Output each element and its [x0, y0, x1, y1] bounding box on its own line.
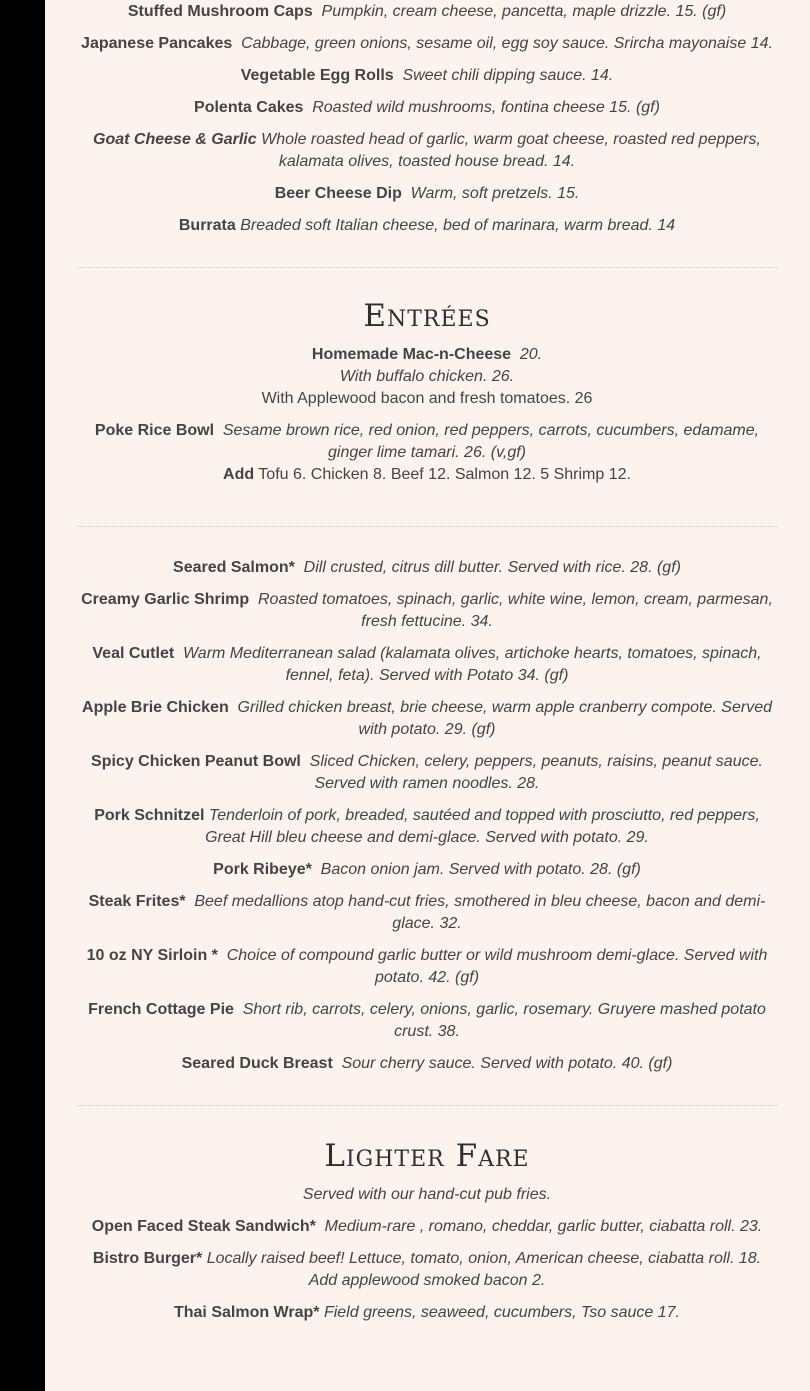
- item-description: Roasted wild mushrooms, fontina cheese 15. (gf): [312, 99, 660, 116]
- item-name: Bistro Burger*: [92, 1250, 203, 1267]
- menu-item: [77, 1302, 777, 1324]
- item-description: Short rib, carrots, celery, onions, garlic, rosemary. Gruyere mashed potato crust. 38.: [242, 1001, 766, 1040]
- item-description: Medium-rare , romano, cheddar, garlic butter, ciabatta roll. 23.: [324, 1218, 763, 1235]
- menu-item: [77, 97, 777, 119]
- menu-item: [77, 589, 777, 633]
- menu-item: [77, 945, 777, 989]
- menu-item: [77, 420, 777, 464]
- item-name: Creamy Garlic Shrimp: [81, 591, 250, 608]
- item-option: With buffalo chicken. 26.: [339, 368, 515, 385]
- lighter-fare-heading: Lighter Fare: [324, 1138, 530, 1174]
- poke-bowl-block: [77, 420, 777, 486]
- menu-item: [77, 33, 777, 55]
- item-name: Thai Salmon Wrap*: [173, 1304, 320, 1321]
- menu-item: [77, 129, 777, 173]
- item-description: Field greens, seaweed, cucumbers, Tso sauce 17.: [323, 1304, 680, 1321]
- item-description: Warm, soft pretzels. 15.: [410, 185, 580, 202]
- menu-item: [77, 643, 777, 687]
- section-divider: [77, 526, 777, 527]
- menu-item: [77, 1216, 777, 1238]
- item-option: With Applewood bacon and fresh tomatoes. 26: [261, 390, 593, 407]
- menu-item: [77, 215, 777, 237]
- item-name: Beer Cheese Dip: [274, 185, 402, 202]
- add-label: Add: [223, 466, 255, 483]
- item-name: Seared Duck Breast: [181, 1055, 333, 1072]
- item-name: Steak Frites*: [88, 893, 186, 910]
- menu-item: [77, 183, 777, 205]
- item-name: Seared Salmon*: [173, 559, 295, 576]
- item-description: Grilled chicken breast, brie cheese, warm apple cranberry compote. Served with potato. 29. (gf): [237, 699, 772, 738]
- item-description: Whole roasted head of garlic, warm goat cheese, roasted red peppers, kalamata olives, toasted house bread. 14.: [261, 131, 761, 170]
- item-description: Cabbage, green onions, sesame oil, egg soy sauce. Srircha mayonaise 14.: [241, 35, 773, 52]
- item-name: Burrata: [178, 217, 236, 234]
- item-description: Sesame brown rice, red onion, red peppers, carrots, cucumbers, edamame, ginger lime tamari. 26. (v,gf): [222, 422, 760, 461]
- item-name: Pork Ribeye*: [213, 861, 312, 878]
- item-description: Beef medallions atop hand-cut fries, smothered in bleu cheese, bacon and demi-glace. 32.: [194, 893, 766, 932]
- item-name: Veal Cutlet: [92, 645, 175, 662]
- item-name: French Cottage Pie: [88, 1001, 234, 1018]
- menu-item: [77, 859, 777, 881]
- section-subtitle: Served with our hand-cut pub fries.: [302, 1186, 552, 1203]
- item-description: Choice of compound garlic butter or wild mushroom demi-glace. Served with potato. 42. (gf): [226, 947, 768, 986]
- menu-item: [77, 344, 777, 366]
- item-name: Pork Schnitzel: [94, 807, 205, 824]
- item-name: Japanese Pancakes: [81, 35, 233, 52]
- menu-item: [77, 751, 777, 795]
- item-description: Sour cherry sauce. Served with potato. 40. (gf): [341, 1055, 673, 1072]
- entrees-heading: Entrées: [363, 298, 491, 334]
- item-description: Sliced Chicken, celery, peppers, peanuts, raisins, peanut sauce. Served with ramen noodles. 28.: [309, 753, 763, 792]
- add-options: Tofu 6. Chicken 8. Beef 12. Salmon 12. 5 Shrimp 12.: [258, 466, 631, 483]
- item-description: Breaded soft Italian cheese, bed of marinara, warm bread. 14: [240, 217, 676, 234]
- item-name: 10 oz NY Sirloin *: [86, 947, 218, 964]
- item-name: Stuffed Mushroom Caps: [127, 3, 313, 20]
- section-divider: [77, 1105, 777, 1106]
- item-name: Open Faced Steak Sandwich*: [91, 1218, 316, 1235]
- item-name: Apple Brie Chicken: [82, 699, 229, 716]
- menu-item: [77, 1, 777, 23]
- item-name: Spicy Chicken Peanut Bowl: [91, 753, 301, 770]
- mac-n-cheese-block: [77, 344, 777, 410]
- item-description: Tenderloin of pork, breaded, sautéed and topped with prosciutto, red peppers, Great Hill bleu cheese and demi-glace. Served with potato. 29.: [205, 807, 760, 846]
- item-name: Homemade Mac-n-Cheese: [311, 346, 512, 363]
- item-description: Roasted tomatoes, spinach, garlic, white wine, lemon, cream, parmesan, fresh fettucine. 34.: [257, 591, 773, 630]
- item-name: Poke Rice Bowl: [94, 422, 215, 439]
- menu-item: [77, 65, 777, 87]
- menu-page: [45, 0, 810, 1391]
- item-name: Goat Cheese & Garlic: [93, 131, 257, 148]
- section-divider: [77, 267, 777, 268]
- item-description: Locally raised beef! Lettuce, tomato, onion, American cheese, ciabatta roll. 18. Add applewood smoked bacon 2.: [206, 1250, 762, 1289]
- menu-item: [77, 697, 777, 741]
- item-price: 20.: [519, 346, 543, 363]
- menu-item: [77, 891, 777, 935]
- menu-item: [77, 999, 777, 1043]
- menu-item: [77, 557, 777, 579]
- menu-content: [77, 0, 777, 1334]
- lighter-fare-list: [77, 1216, 777, 1324]
- item-name: Vegetable Egg Rolls: [240, 67, 394, 84]
- item-name: Polenta Cakes: [194, 99, 304, 116]
- item-description: Warm Mediterranean salad (kalamata olives, artichoke hearts, tomatoes, spinach, fennel, feta). Served with Potato 34. (gf): [182, 645, 762, 684]
- item-description: Sweet chili dipping sauce. 14.: [402, 67, 614, 84]
- add-ons: [77, 464, 777, 486]
- entrees-list: [77, 557, 777, 1075]
- item-description: Pumpkin, cream cheese, pancetta, maple drizzle. 15. (gf): [321, 3, 727, 20]
- item-description: Bacon onion jam. Served with potato. 28. (gf): [320, 861, 641, 878]
- menu-item: [77, 1053, 777, 1075]
- appetizers-list: [77, 0, 777, 237]
- menu-item: [77, 805, 777, 849]
- item-description: Dill crusted, citrus dill butter. Served with rice. 28. (gf): [303, 559, 681, 576]
- menu-item: [77, 1248, 777, 1292]
